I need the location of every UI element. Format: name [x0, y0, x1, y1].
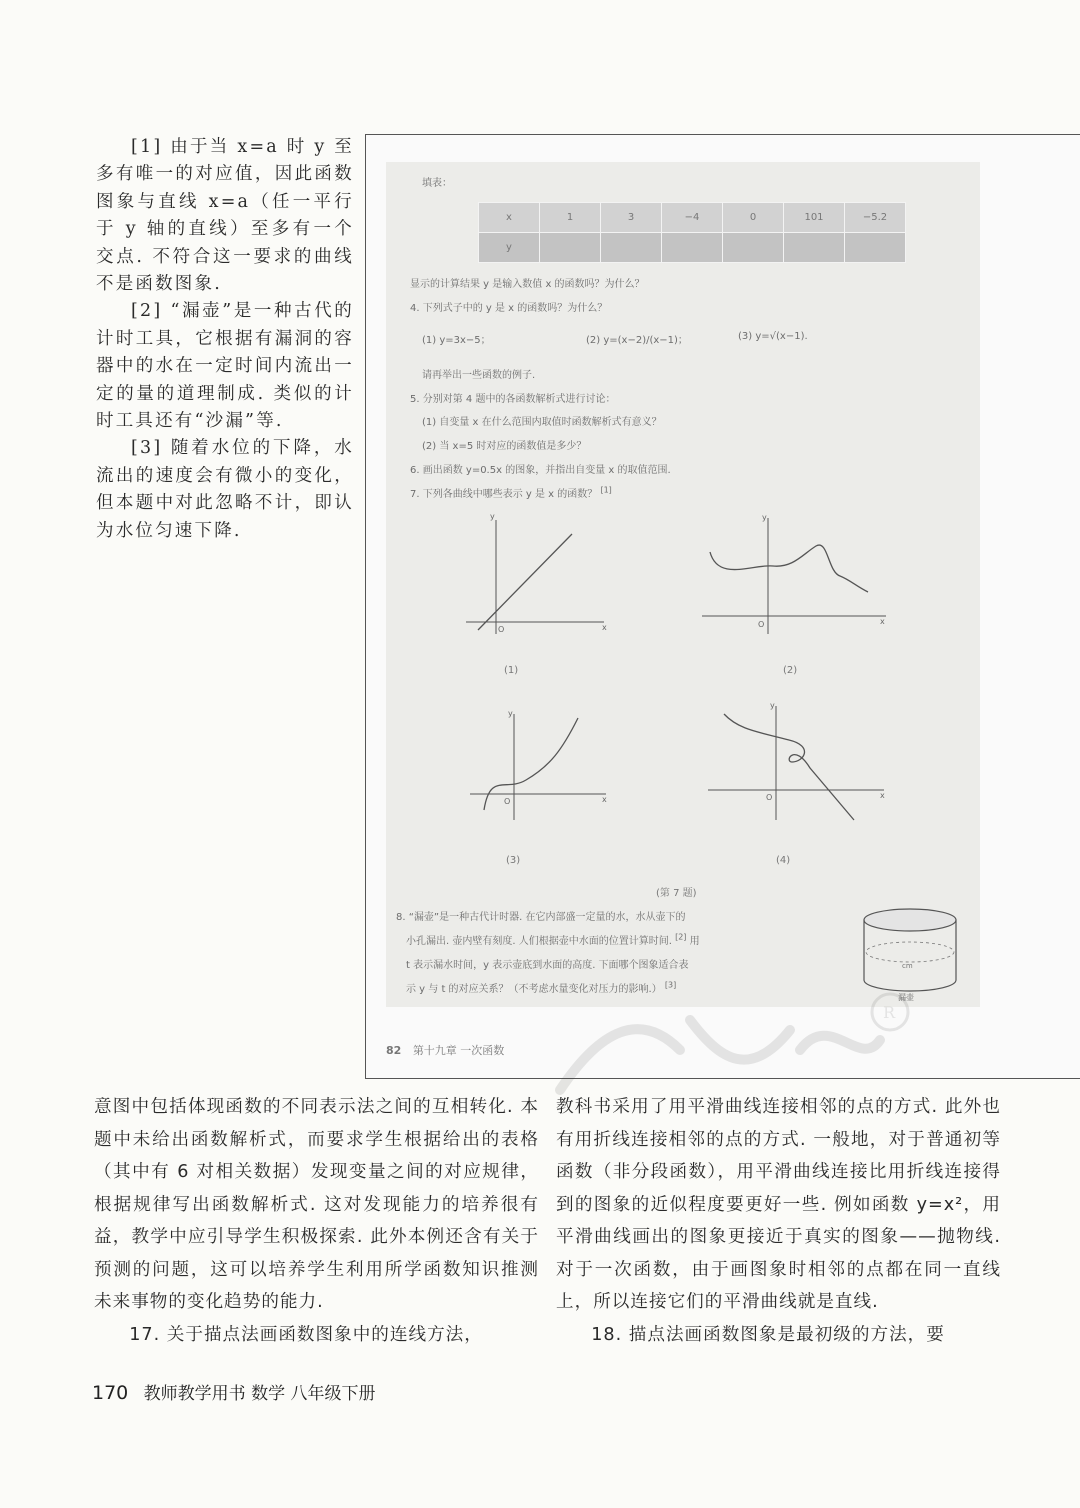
pot-label: 漏壶 — [898, 993, 914, 1002]
question-8-line-3: t 表示漏水时间，y 表示壶底到水面的高度. 下面哪个图象适合表 — [406, 960, 689, 971]
question-7-text: 7. 下列各曲线中哪些表示 y 是 x 的函数？ — [410, 489, 598, 500]
table-cell — [723, 233, 784, 263]
question-8-line-1: 8. “漏壶”是一种古代计时器. 在它内部盛一定量的水，水从壶下的 — [396, 912, 686, 923]
right-column — [556, 1091, 1001, 1351]
footnote-ref-1: [1] — [600, 485, 612, 495]
axis-y-label: y — [762, 514, 767, 522]
table-cell: −5.2 — [845, 203, 906, 233]
axis-x-label: x — [880, 791, 885, 800]
table-cell: y — [479, 233, 540, 263]
question-5: 5. 分别对第 4 题中的各函数解析式进行讨论： — [410, 394, 616, 405]
left-column-paragraph-2: 17. 关于描点法画函数图象中的连线方法， — [129, 1324, 483, 1345]
side-notes — [96, 134, 354, 545]
graph-4 — [704, 702, 894, 832]
graph-2-label: (2) — [783, 665, 798, 676]
table-cell: x — [479, 203, 540, 233]
page-footer — [92, 1379, 375, 1404]
footnote-ref-3: [3] — [664, 980, 677, 990]
origin-label: O — [498, 625, 505, 634]
table-cell: −4 — [662, 203, 723, 233]
question-6: 6. 画出函数 y=0.5x 的图象，并指出自变量 x 的取值范围. — [410, 465, 671, 476]
side-note-3: [3] 随着水位的下降，水流出的速度会有微小的变化，但本题中对此忽略不计，即认为水位匀速下降. — [96, 438, 354, 541]
graph-1 — [456, 514, 616, 644]
table-cell — [784, 233, 845, 263]
inner-chapter-title: 第十九章 一次函数 — [412, 1044, 505, 1057]
table-cell: 1 — [540, 203, 601, 233]
side-note-2: [2] “漏壶”是一种古代的计时工具，它根据有漏洞的容器中的水在一定时间内流出一定的量的道理制成. 类似的计时工具还有“沙漏”等. — [96, 301, 354, 432]
question-4-item-1: (1) y=3x−5； — [422, 335, 491, 346]
page-number: 170 — [92, 1382, 129, 1404]
book-title: 教师教学用书 数学 八年级下册 — [143, 1384, 376, 1404]
inner-page-number: 82 — [386, 1044, 402, 1057]
question-5-part-2: (2) 当 x=5 时对应的函数值是多少？ — [422, 441, 587, 452]
table-cell: 3 — [601, 203, 662, 233]
table-cell — [845, 233, 906, 263]
question-3-end: 显示的计算结果 y 是输入数值 x 的函数吗？为什么？ — [410, 279, 645, 290]
axis-y-label: y — [770, 702, 775, 710]
graph-3-label: (3) — [506, 855, 521, 866]
table-row — [479, 203, 906, 233]
table-row — [479, 233, 906, 263]
graph-3 — [466, 710, 616, 840]
question-4: 4. 下列式子中的 y 是 x 的函数吗？为什么？ — [410, 303, 608, 314]
axis-y-label: y — [490, 514, 495, 521]
question-4-ask: 请再举出一些函数的例子. — [422, 370, 536, 381]
question-7 — [410, 485, 612, 500]
right-column-paragraph-1: 教科书采用了用平滑曲线连接相邻的点的方式. 此外也有用折线连接相邻的点的方式. 一般地，对于普通初等函数（非分段函数），用平滑曲线连接比用折线连接得到的图象的近似程度要更好一些. 例如函数 y=x²，用平滑曲线画出的图象更接近于真实的图象——抛物线. 对于一次函数，由于画图象时相邻的点都在同一直线上，所以连接它们的平滑曲线就是直线. — [556, 1097, 1001, 1312]
value-table — [478, 202, 906, 263]
axis-x-label: x — [880, 617, 885, 626]
textbook-page — [386, 162, 980, 1057]
fill-label: 填表： — [422, 178, 452, 189]
question-8-line-4: 示 y 与 t 的对应关系？（不考虑水量变化对压力的影响.） [3] — [406, 980, 677, 995]
axis-y-label: y — [508, 710, 513, 718]
table-cell — [540, 233, 601, 263]
right-column-paragraph-2: 18. 描点法画函数图象是最初级的方法，要 — [591, 1324, 945, 1345]
left-column-paragraph-1: 意图中包括体现函数的不同表示法之间的互相转化. 本题中未给出函数解析式，而要求学生根据给出的表格（其中有 6 对相关数据）发现变量之间的对应规律，根据规律写出函数解析式. 这对发现能力的培养很有益，教学中应引导学生积极探索. 此外本例还含有关于预测的问题，这可以培养学生利用所学函数知识推测未来事物的变化趋势的能力. — [94, 1097, 539, 1312]
table-cell — [662, 233, 723, 263]
axis-x-label: x — [602, 623, 607, 632]
side-note-1: [1] 由于当 x=a 时 y 至多有唯一的对应值，因此函数图象与直线 x=a（任一平行于 y 轴的直线）至多有一个交点. 不符合这一要求的曲线不是函数图象. — [96, 137, 354, 295]
table-cell: 101 — [784, 203, 845, 233]
water-clock-illustration — [858, 904, 968, 1004]
question-4-item-2: (2) y=(x−2)/(x−1)； — [586, 335, 688, 346]
question-8-line-2: 小孔漏出. 壶内壁有刻度. 人们根据壶中水面的位置计算时间. [2] 用 — [406, 932, 700, 947]
graph-1-label: (1) — [504, 665, 519, 676]
origin-label: O — [504, 797, 511, 806]
inner-page-footer — [386, 1042, 504, 1058]
pot-mark: cm — [902, 962, 913, 970]
graph-4-label: (4) — [776, 855, 791, 866]
axis-x-label: x — [602, 795, 607, 804]
left-column — [94, 1091, 539, 1351]
graph-2 — [698, 514, 893, 644]
question-5-part-1: (1) 自变量 x 在什么范围内取值时函数解析式有意义？ — [422, 417, 662, 428]
figure-caption: (第 7 题) — [656, 888, 697, 899]
origin-label: O — [758, 620, 765, 629]
origin-label: O — [766, 793, 773, 802]
table-cell: 0 — [723, 203, 784, 233]
question-4-item-3: (3) y=√(x−1). — [738, 331, 808, 342]
table-cell — [601, 233, 662, 263]
footnote-ref-2: [2] — [675, 932, 687, 942]
